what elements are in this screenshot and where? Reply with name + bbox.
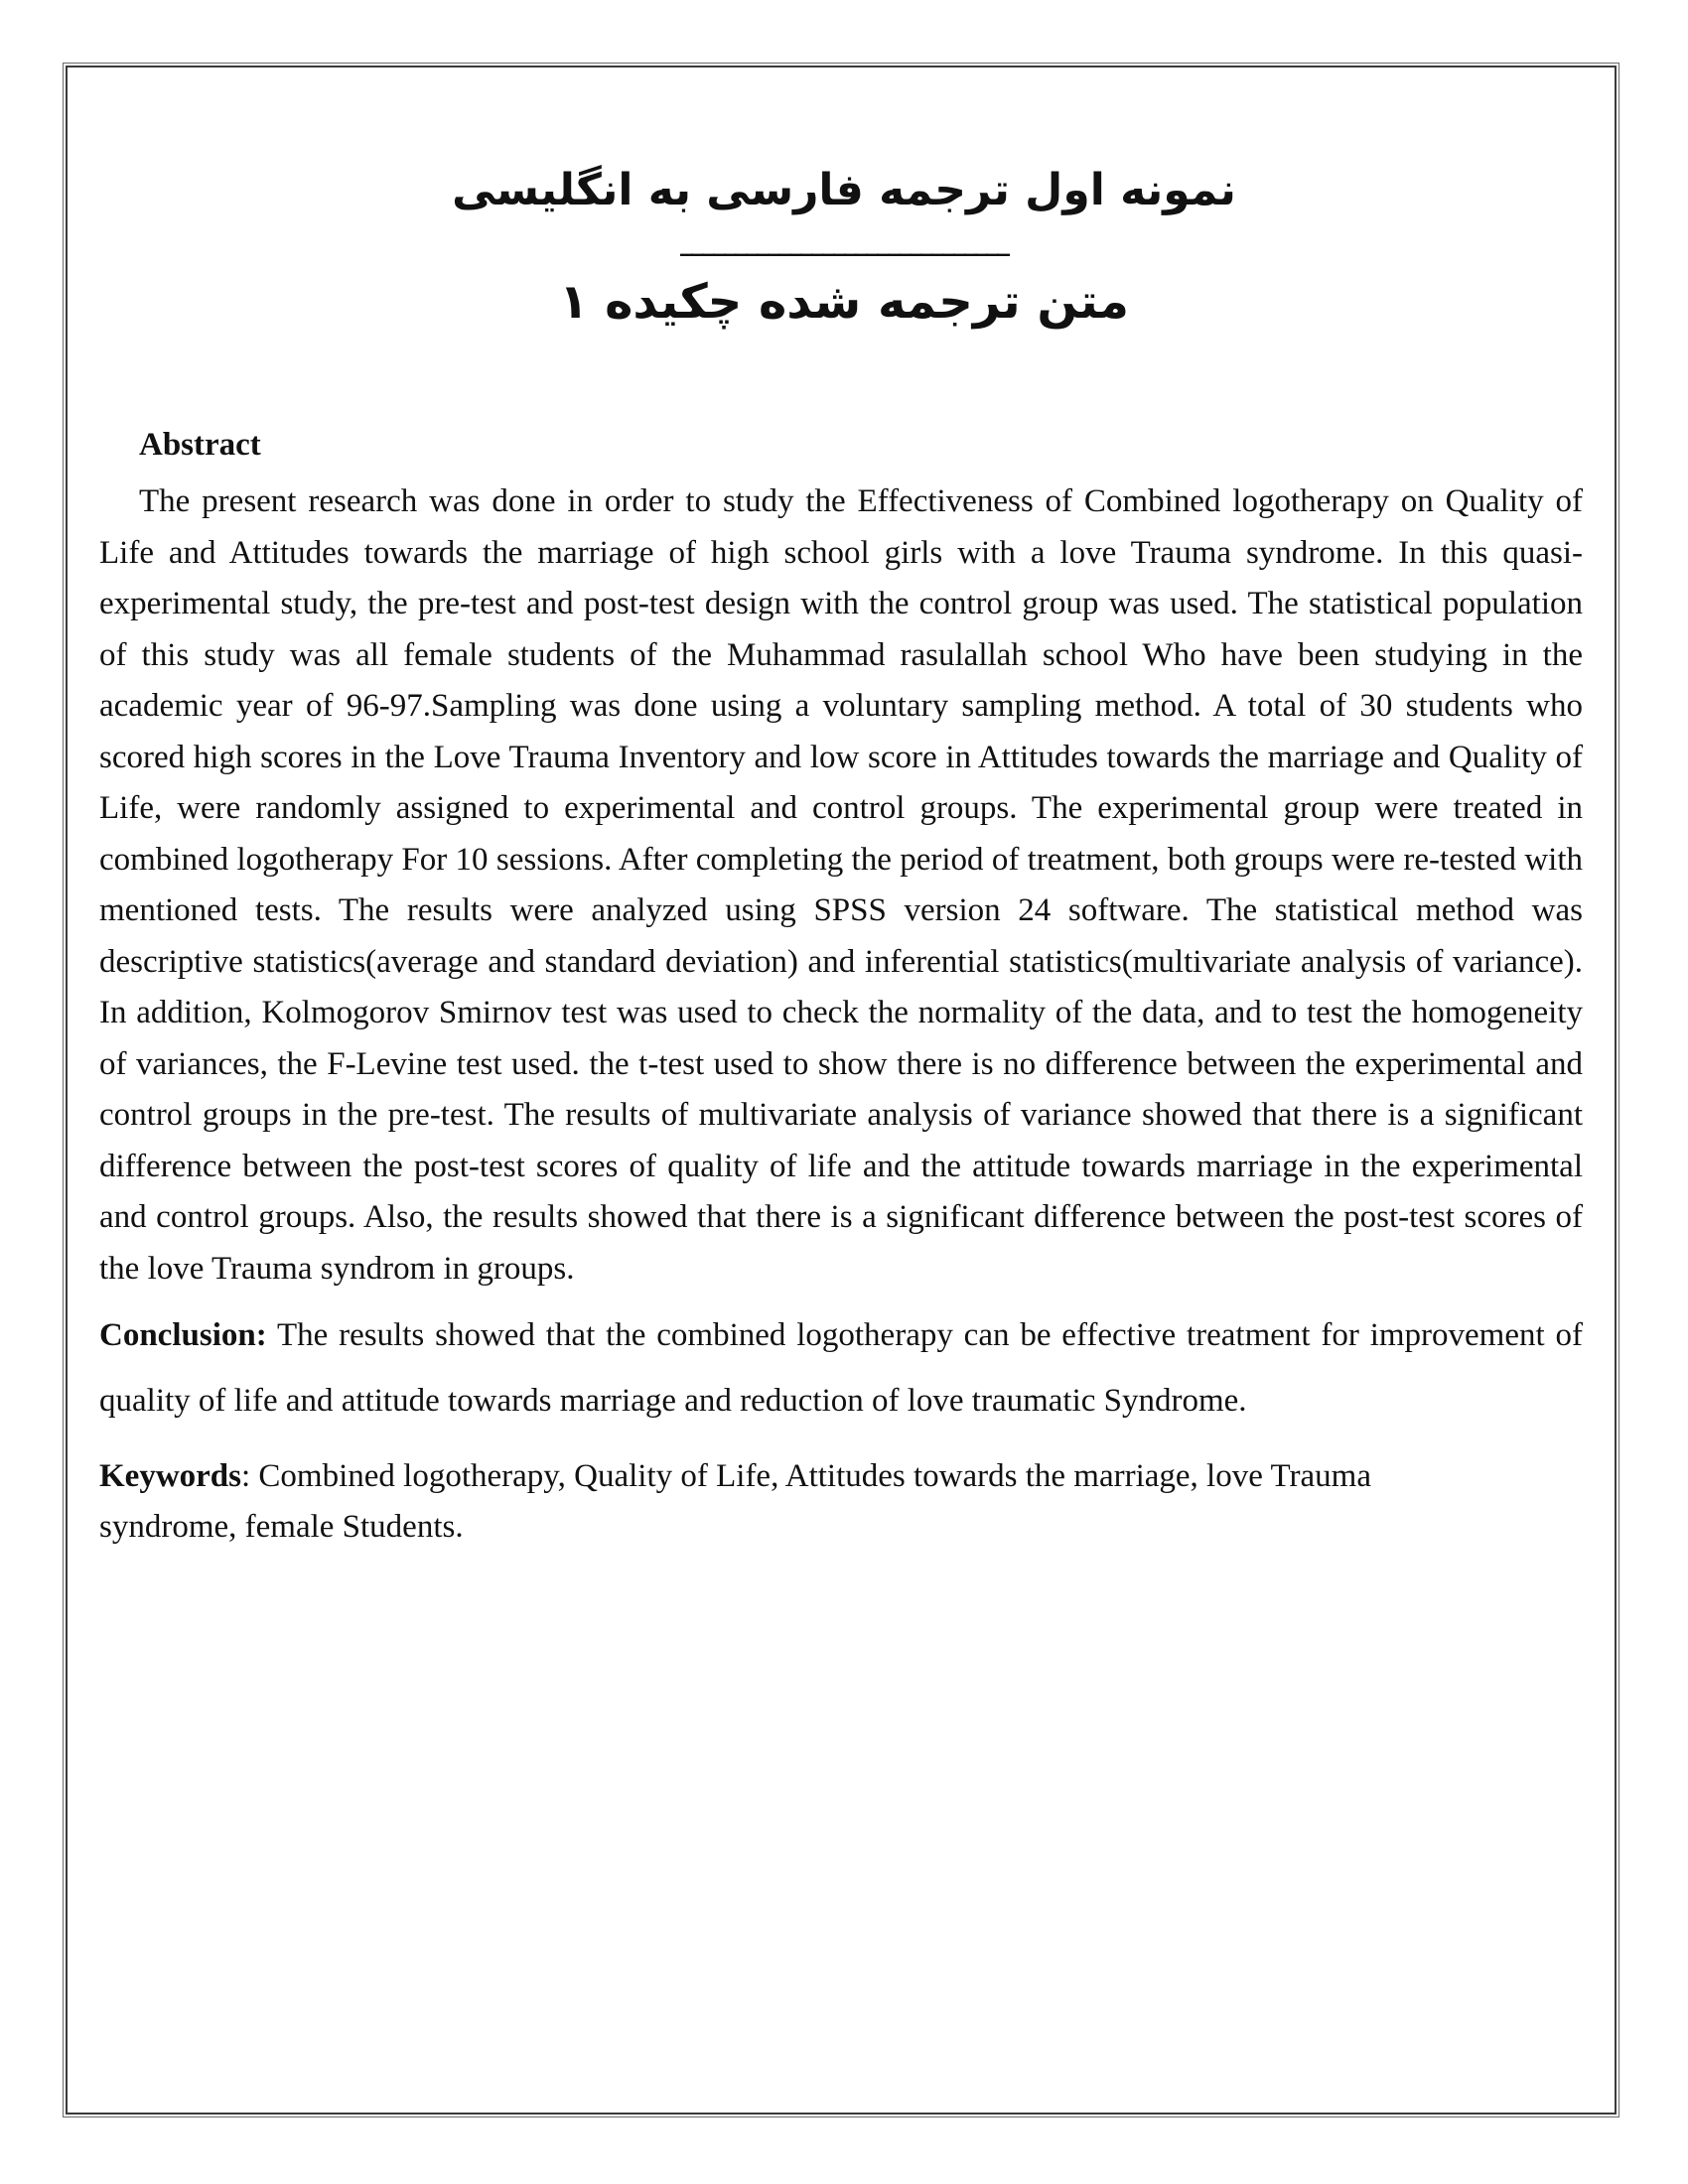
abstract-body: The present research was done in order to study the Effectiveness of Combined logotherapy on Quality of Life and Attitudes towards the marriage of high school girls with a love Trauma syndrome. In this quasi-experimental study, the pre-test and post-test design with the control group was used. The statistical population of this study was all female students of the Muhammad rasulallah school Who have been studying in the academic year of 96-97.Sampling was done using a voluntary sampling method. A total of 30 students who scored high scores in the Love Trauma Inventory and low score in Attitudes towards the marriage and Quality of Life, were randomly assigned to experimental and control groups. The experimental group were treated in combined logotherapy For 10 sessions. After completing the period of treatment, both groups were re-tested with mentioned tests. The results were analyzed using SPSS version 24 software. The statistical method was descriptive statistics(average and standard deviation) and inferential statistics(multivariate analysis of variance). In addition, Kolmogorov Smirnov test was used to check the normality of the data, and to test the homogeneity of variances, the F-Levine test used. the t-test used to show there is no difference between the experimental and control groups in the pre-test. The results of multivariate analysis of variance showed that there is a significant difference between the post-test scores of quality of life and the attitude towards marriage in the experimental and control groups. Also, the results showed that there is a significant difference between the post-test scores of the love Trauma syndrom in groups. [99, 483, 1583, 1287]
conclusion-label: Conclusion: [99, 1317, 267, 1353]
keywords-paragraph [99, 1451, 1583, 1553]
document-content [99, 419, 1583, 1553]
keywords-label: Keywords [99, 1458, 241, 1494]
conclusion-paragraph [99, 1302, 1583, 1433]
persian-subtitle: متن ترجمه شده چکیده ۱ [559, 274, 1129, 330]
title-block [66, 159, 1622, 338]
conclusion-text: The results showed that the combined logotherapy can be effective treatment for improvement of quality of life and attitude towards marriage and reduction of love traumatic Syndrome. [99, 1317, 1583, 1419]
abstract-heading: Abstract [139, 427, 261, 463]
title-rule: ______________________________ [680, 227, 1008, 257]
persian-title: نمونه اول ترجمه فارسی به انگلیسی [452, 165, 1236, 215]
keywords-text: : Combined logotherapy, Quality of Life, Attitudes towards the marriage, love Trauma syndrome, female Students. [99, 1458, 1371, 1545]
